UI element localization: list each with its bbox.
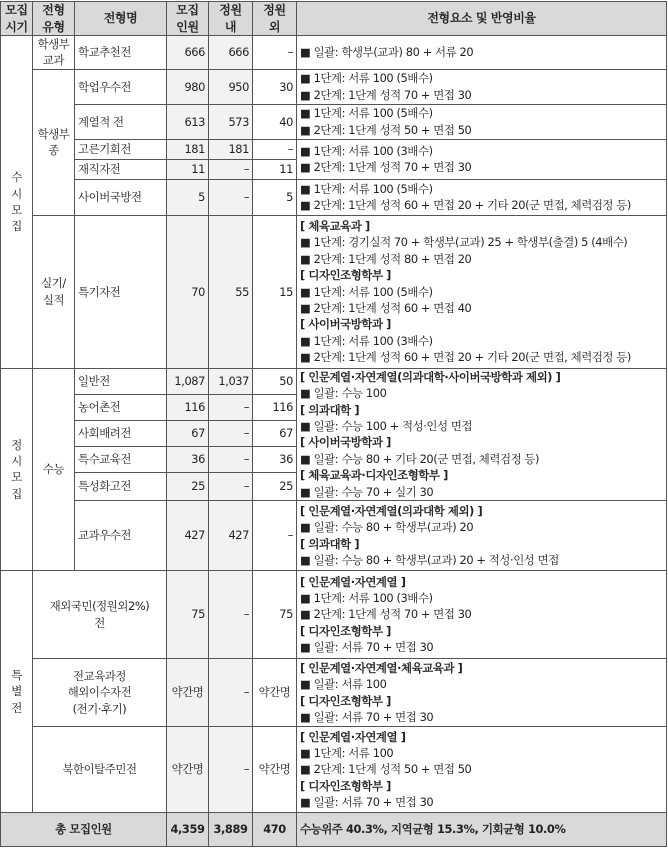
out-quota: 50	[253, 368, 297, 394]
total-quota: 5	[167, 179, 209, 215]
out-quota: –	[253, 36, 297, 70]
type-name: 교과우수전	[75, 501, 167, 571]
header-type-name: 전형명	[75, 2, 167, 36]
out-quota: 67	[253, 420, 297, 446]
total-quota: 약간명	[167, 727, 209, 813]
table-row	[1, 727, 667, 813]
out-quota: 36	[253, 446, 297, 472]
total-quota: 4,359	[167, 813, 209, 847]
total-quota: 181	[167, 139, 209, 159]
in-quota: 55	[209, 215, 253, 368]
elements-cell: [ 인문계열·자연계열(의과대학 제외) ] ■ 일괄: 수능 80 + 학생부(교과) 20 [ 의과대학 ] ■ 일괄: 수능 80 + 학생부(교과) 20 + 적성·인성 면접	[297, 501, 667, 571]
type-name: 재외국민(정원외2%) 전	[33, 571, 167, 659]
header-in-quota: 정원 내	[209, 2, 253, 36]
in-quota: –	[209, 571, 253, 659]
table-row	[1, 501, 667, 571]
type-name: 일반전	[75, 368, 167, 394]
type-name: 특성화고전	[75, 472, 167, 500]
period-susi: 수 시 모 집	[1, 36, 33, 369]
type-name: 북한이탈주민전	[33, 727, 167, 813]
out-quota: 25	[253, 472, 297, 500]
in-quota: –	[209, 159, 253, 179]
total-note: 수능위주 40.3%, 지역균형 15.3%, 기회균형 10.0%	[297, 813, 667, 847]
elements-cell: [ 인문계열·자연계열·체육교육과 ] ■ 일괄: 서류 100 [ 디자인조형학부 ] ■ 일괄: 서류 70 + 면접 30	[297, 659, 667, 727]
table-row	[1, 368, 667, 394]
in-quota: 1,037	[209, 368, 253, 394]
total-quota: 980	[167, 69, 209, 104]
total-quota: 1,087	[167, 368, 209, 394]
period-jeongsi: 정 시 모 집	[1, 368, 33, 570]
type-name: 계열적 전	[75, 104, 167, 139]
in-quota: –	[209, 727, 253, 813]
out-quota: 15	[253, 215, 297, 368]
out-quota: 470	[253, 813, 297, 847]
out-quota: 약간명	[253, 727, 297, 813]
in-quota: –	[209, 446, 253, 472]
type-group-cell: 실기/ 실적	[33, 215, 75, 368]
type-group-cell: 학생부 교과	[33, 36, 75, 70]
total-quota: 11	[167, 159, 209, 179]
header-elements: 전형요소 및 반영비율	[297, 2, 667, 36]
in-quota: –	[209, 472, 253, 500]
table-row	[1, 69, 667, 104]
in-quota: –	[209, 420, 253, 446]
type-name: 특수교육전	[75, 446, 167, 472]
type-name: 학업우수전	[75, 69, 167, 104]
total-quota: 116	[167, 394, 209, 420]
table-row	[1, 571, 667, 659]
table-row	[1, 139, 667, 159]
total-quota: 36	[167, 446, 209, 472]
type-name: 고른기회전	[75, 139, 167, 159]
total-quota: 67	[167, 420, 209, 446]
elements-cell: ■ 1단계: 서류 100 (3배수) ■ 2단계: 1단계 성적 70 + 면접 30	[297, 139, 667, 179]
elements-cell: ■ 일괄: 학생부(교과) 80 + 서류 20	[297, 36, 667, 70]
out-quota: 40	[253, 104, 297, 139]
total-quota: 427	[167, 501, 209, 571]
type-group-cell: 학생부 종	[33, 69, 75, 215]
out-quota: 11	[253, 159, 297, 179]
table-row	[1, 659, 667, 727]
admission-table	[0, 1, 667, 847]
table-row	[1, 36, 667, 70]
out-quota: –	[253, 501, 297, 571]
elements-cell: ■ 1단계: 서류 100 (5배수) ■ 2단계: 1단계 성적 60 + 면접 20 + 기타 20(군 면접, 체력검정 등)	[297, 179, 667, 215]
header-period: 모집 시기	[1, 2, 33, 36]
type-name: 재직자전	[75, 159, 167, 179]
elements-cell: [ 인문계열·자연계열 ] ■ 1단계: 서류 100 (3배수) ■ 2단계: 1단계 성적 70 + 면접 30 [ 디자인조형학부 ] ■ 일괄: 서류 70 + 면접 30	[297, 571, 667, 659]
table-row	[1, 104, 667, 139]
table-row	[1, 215, 667, 368]
header-total-quota: 모집 인원	[167, 2, 209, 36]
in-quota: 573	[209, 104, 253, 139]
header-row	[1, 2, 667, 36]
elements-cell: [ 인문계열·자연계열 ] ■ 1단계: 서류 100 ■ 2단계: 1단계 성적 50 + 면접 50 [ 디자인조형학부 ] ■ 일괄: 서류 70 + 면접 30	[297, 727, 667, 813]
out-quota: 5	[253, 179, 297, 215]
elements-cell: ■ 1단계: 서류 100 (5배수) ■ 2단계: 1단계 성적 70 + 면접 30	[297, 69, 667, 104]
type-name: 농어촌전	[75, 394, 167, 420]
in-quota: 181	[209, 139, 253, 159]
out-quota: 75	[253, 571, 297, 659]
type-name: 사회배려전	[75, 420, 167, 446]
in-quota: 3,889	[209, 813, 253, 847]
total-row	[1, 813, 667, 847]
total-quota: 666	[167, 36, 209, 70]
in-quota: –	[209, 179, 253, 215]
header-out-quota: 정원 외	[253, 2, 297, 36]
out-quota: 약간명	[253, 659, 297, 727]
type-name: 학교추천전	[75, 36, 167, 70]
out-quota: –	[253, 139, 297, 159]
type-name: 전교육과정 해외이수자전 (전기·후기)	[33, 659, 167, 727]
type-group-cell: 수능	[33, 368, 75, 570]
period-special: 특 별 전	[1, 571, 33, 813]
in-quota: 950	[209, 69, 253, 104]
out-quota: 30	[253, 69, 297, 104]
total-quota: 75	[167, 571, 209, 659]
elements-cell: [ 인문계열·자연계열(의과대학·사이버국방학과 제외) ] ■ 일괄: 수능 100 [ 의과대학 ] ■ 일괄: 수능 100 + 적성·인성 면접 [ 사이버국방학과 ] ■ 일괄: 수능 80 + 기타 20(군 면접, 체력검정 등) [ 체육교육과·디자인조형학부 ] ■ 일괄: 수능 70 + 실기 30	[297, 368, 667, 500]
in-quota: –	[209, 659, 253, 727]
elements-cell: ■ 1단계: 서류 100 (5배수) ■ 2단계: 1단계 성적 50 + 면접 50	[297, 104, 667, 139]
total-quota: 25	[167, 472, 209, 500]
in-quota: 666	[209, 36, 253, 70]
elements-cell: [ 체육교육과 ] ■ 1단계: 경기실적 70 + 학생부(교과) 25 + 학생부(출결) 5 (4배수) ■ 2단계: 1단계 성적 80 + 면접 20 [ 디자인조형학부 ] ■ 1단계: 서류 100 (5배수) ■ 2단계: 1단계 성적 60 + 면접 40 [ 사이버국방학과 ] ■ 1단계: 서류 100 (3배수) ■ 2단계: 1단계 성적 60 + 면접 20 + 기타 20(군 면접, 체력검정 등)	[297, 215, 667, 368]
table-row	[1, 179, 667, 215]
type-name: 특기자전	[75, 215, 167, 368]
header-type-group: 전형 유형	[33, 2, 75, 36]
total-quota: 약간명	[167, 659, 209, 727]
type-name: 사이버국방전	[75, 179, 167, 215]
total-label: 총 모집인원	[1, 813, 167, 847]
out-quota: 116	[253, 394, 297, 420]
in-quota: –	[209, 394, 253, 420]
total-quota: 613	[167, 104, 209, 139]
in-quota: 427	[209, 501, 253, 571]
total-quota: 70	[167, 215, 209, 368]
